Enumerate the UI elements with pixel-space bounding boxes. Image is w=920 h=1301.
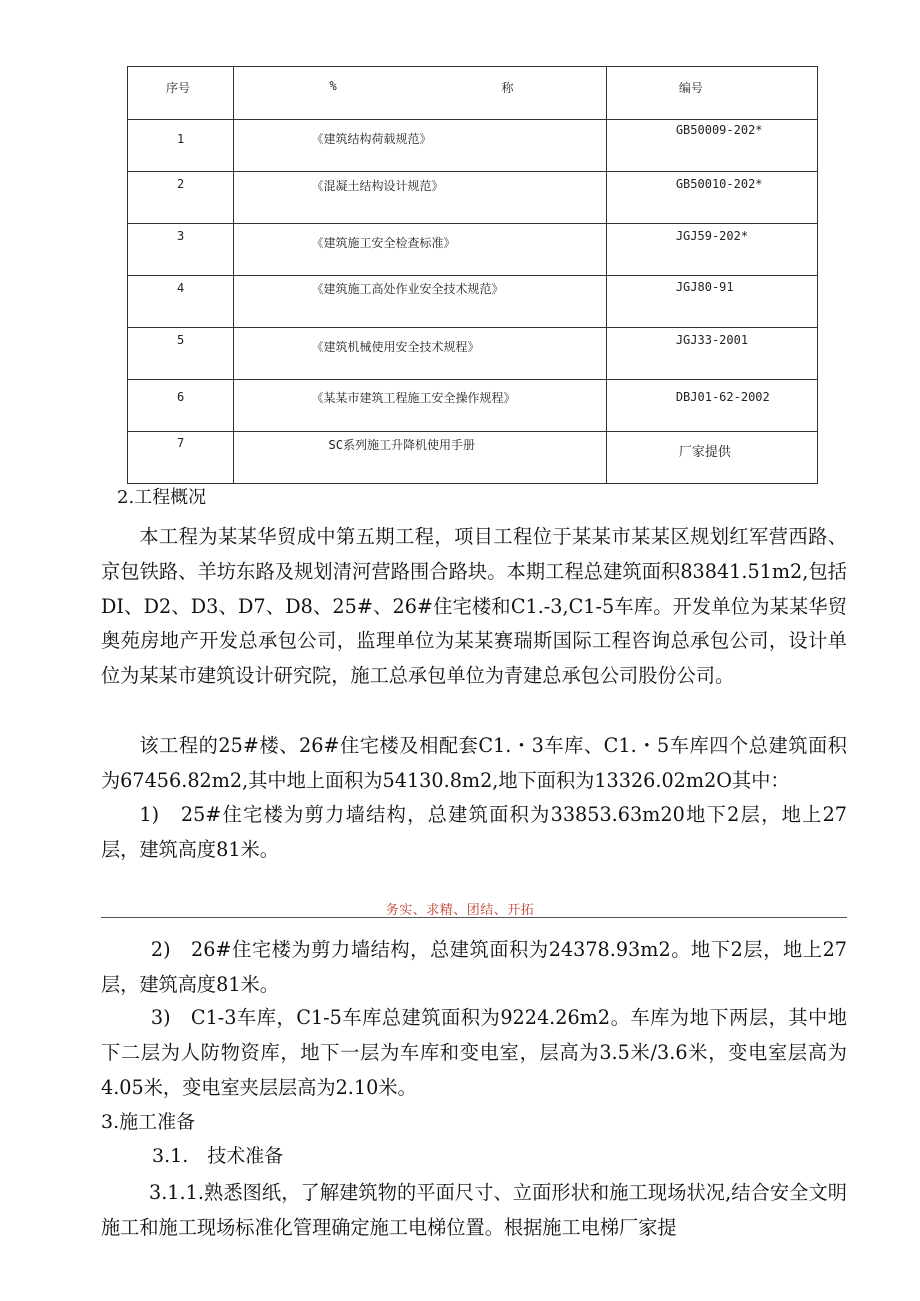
row-code: 厂家提供 (678, 445, 731, 460)
list-item-3: 3) C1-3车库，C1-5车库总建筑面积为9224.26m2。车库为地下两层，其中地下二层为人防物资库，地下一层为车库和变电室，层高为3.5米/3.6米，变电室层高为4.05米，变电室夹层层高为2.10米。 (101, 1006, 847, 1099)
list-item-1: 1) 25#住宅楼为剪力墙结构，总建筑面积为33853.63m20地下2层，地上27层，建筑高度81米。 (101, 803, 847, 861)
row-code: GB50010-202* (675, 177, 763, 191)
table-row (128, 172, 818, 224)
header-seq-cell (128, 67, 234, 120)
row-code: JGJ33-2001 (675, 333, 749, 347)
row-code: JGJ80-91 (675, 280, 734, 294)
section-2-paragraph-1: 本工程为某某华贸成中第五期工程，项目工程位于某某市某某区规划红军营西路、京包铁路、羊坊东路及规划清河营路围合路块。本期工程总建筑面积83841.51m2,包括DI、D2、D3、D7、D8、25#、26#住宅楼和C1.-3,C1-5车库。开发单位为某某华贸奥苑房地产开发总承包公司，监理单位为某某赛瑞斯国际工程咨询总承包公司，设计单位为某某市建筑设计研究院，施工总承包单位为青建总承包公司股份公司。 (101, 525, 847, 688)
header-seq: 序号 (166, 81, 191, 95)
table-row (128, 276, 818, 328)
row-name: 《建筑结构荷载规范》 (311, 132, 432, 146)
row-name: 《混凝土结构设计规范》 (311, 179, 444, 193)
row-name: 《建筑施工高处作业安全技术规范》 (311, 282, 504, 296)
header-name-part-b: 称 (501, 81, 514, 95)
row-seq: 5 (177, 333, 185, 347)
row-seq: 3 (177, 229, 185, 243)
row-seq: 4 (177, 281, 185, 295)
row-name: 《某某市建筑工程施工安全操作规程》 (311, 391, 516, 405)
section-3-paragraph: 3.1.1.熟悉图纸，了解建筑物的平面尺寸、立面形状和施工现场状况,结合安全文明施工和施工现场标准化管理确定施工电梯位置。根据施工电梯厂家提 (101, 1181, 847, 1239)
footer-motto: 务实、求精、团结、开拓 (385, 903, 535, 918)
section-2-title: 2.工程概况 (117, 487, 207, 508)
row-name: SC系列施工升降机使用手册 (328, 438, 475, 452)
row-seq: 2 (177, 177, 185, 191)
section-3-1-title: 3.1. 技术准备 (152, 1145, 284, 1167)
row-name: 《建筑施工安全检查标准》 (311, 236, 456, 250)
list-item-2: 2) 26#住宅楼为剪力墙结构，总建筑面积为24378.93m2。地下2层，地上27层，建筑高度81米。 (101, 938, 847, 996)
table-row (128, 224, 818, 276)
row-code: GB50009-202* (675, 123, 763, 137)
row-seq: 7 (177, 436, 185, 450)
footer-divider (101, 917, 847, 918)
header-name-part-a: % (329, 79, 337, 93)
row-code: JGJ59-202* (675, 229, 749, 243)
table-row (128, 380, 818, 432)
table-row (128, 432, 818, 484)
standards-table (127, 66, 818, 484)
row-seq: 6 (177, 390, 185, 404)
row-name: 《建筑机械使用安全技术规程》 (311, 340, 480, 354)
table-header-row (128, 67, 818, 120)
row-seq: 1 (177, 132, 185, 146)
header-code-cell (606, 67, 817, 120)
section-3-title: 3.施工准备 (101, 1111, 196, 1133)
header-name-cell (233, 67, 606, 120)
header-code: 编号 (678, 81, 703, 95)
table-row (128, 120, 818, 172)
table-row (128, 328, 818, 380)
section-2-paragraph-2: 该工程的25#楼、26#住宅楼及相配套C1.・3车库、C1.・5车库四个总建筑面积为67456.82m2,其中地上面积为54130.8m2,地下面积为13326.02m2O其中： (101, 734, 847, 792)
row-code: DBJ01-62-2002 (675, 390, 770, 404)
